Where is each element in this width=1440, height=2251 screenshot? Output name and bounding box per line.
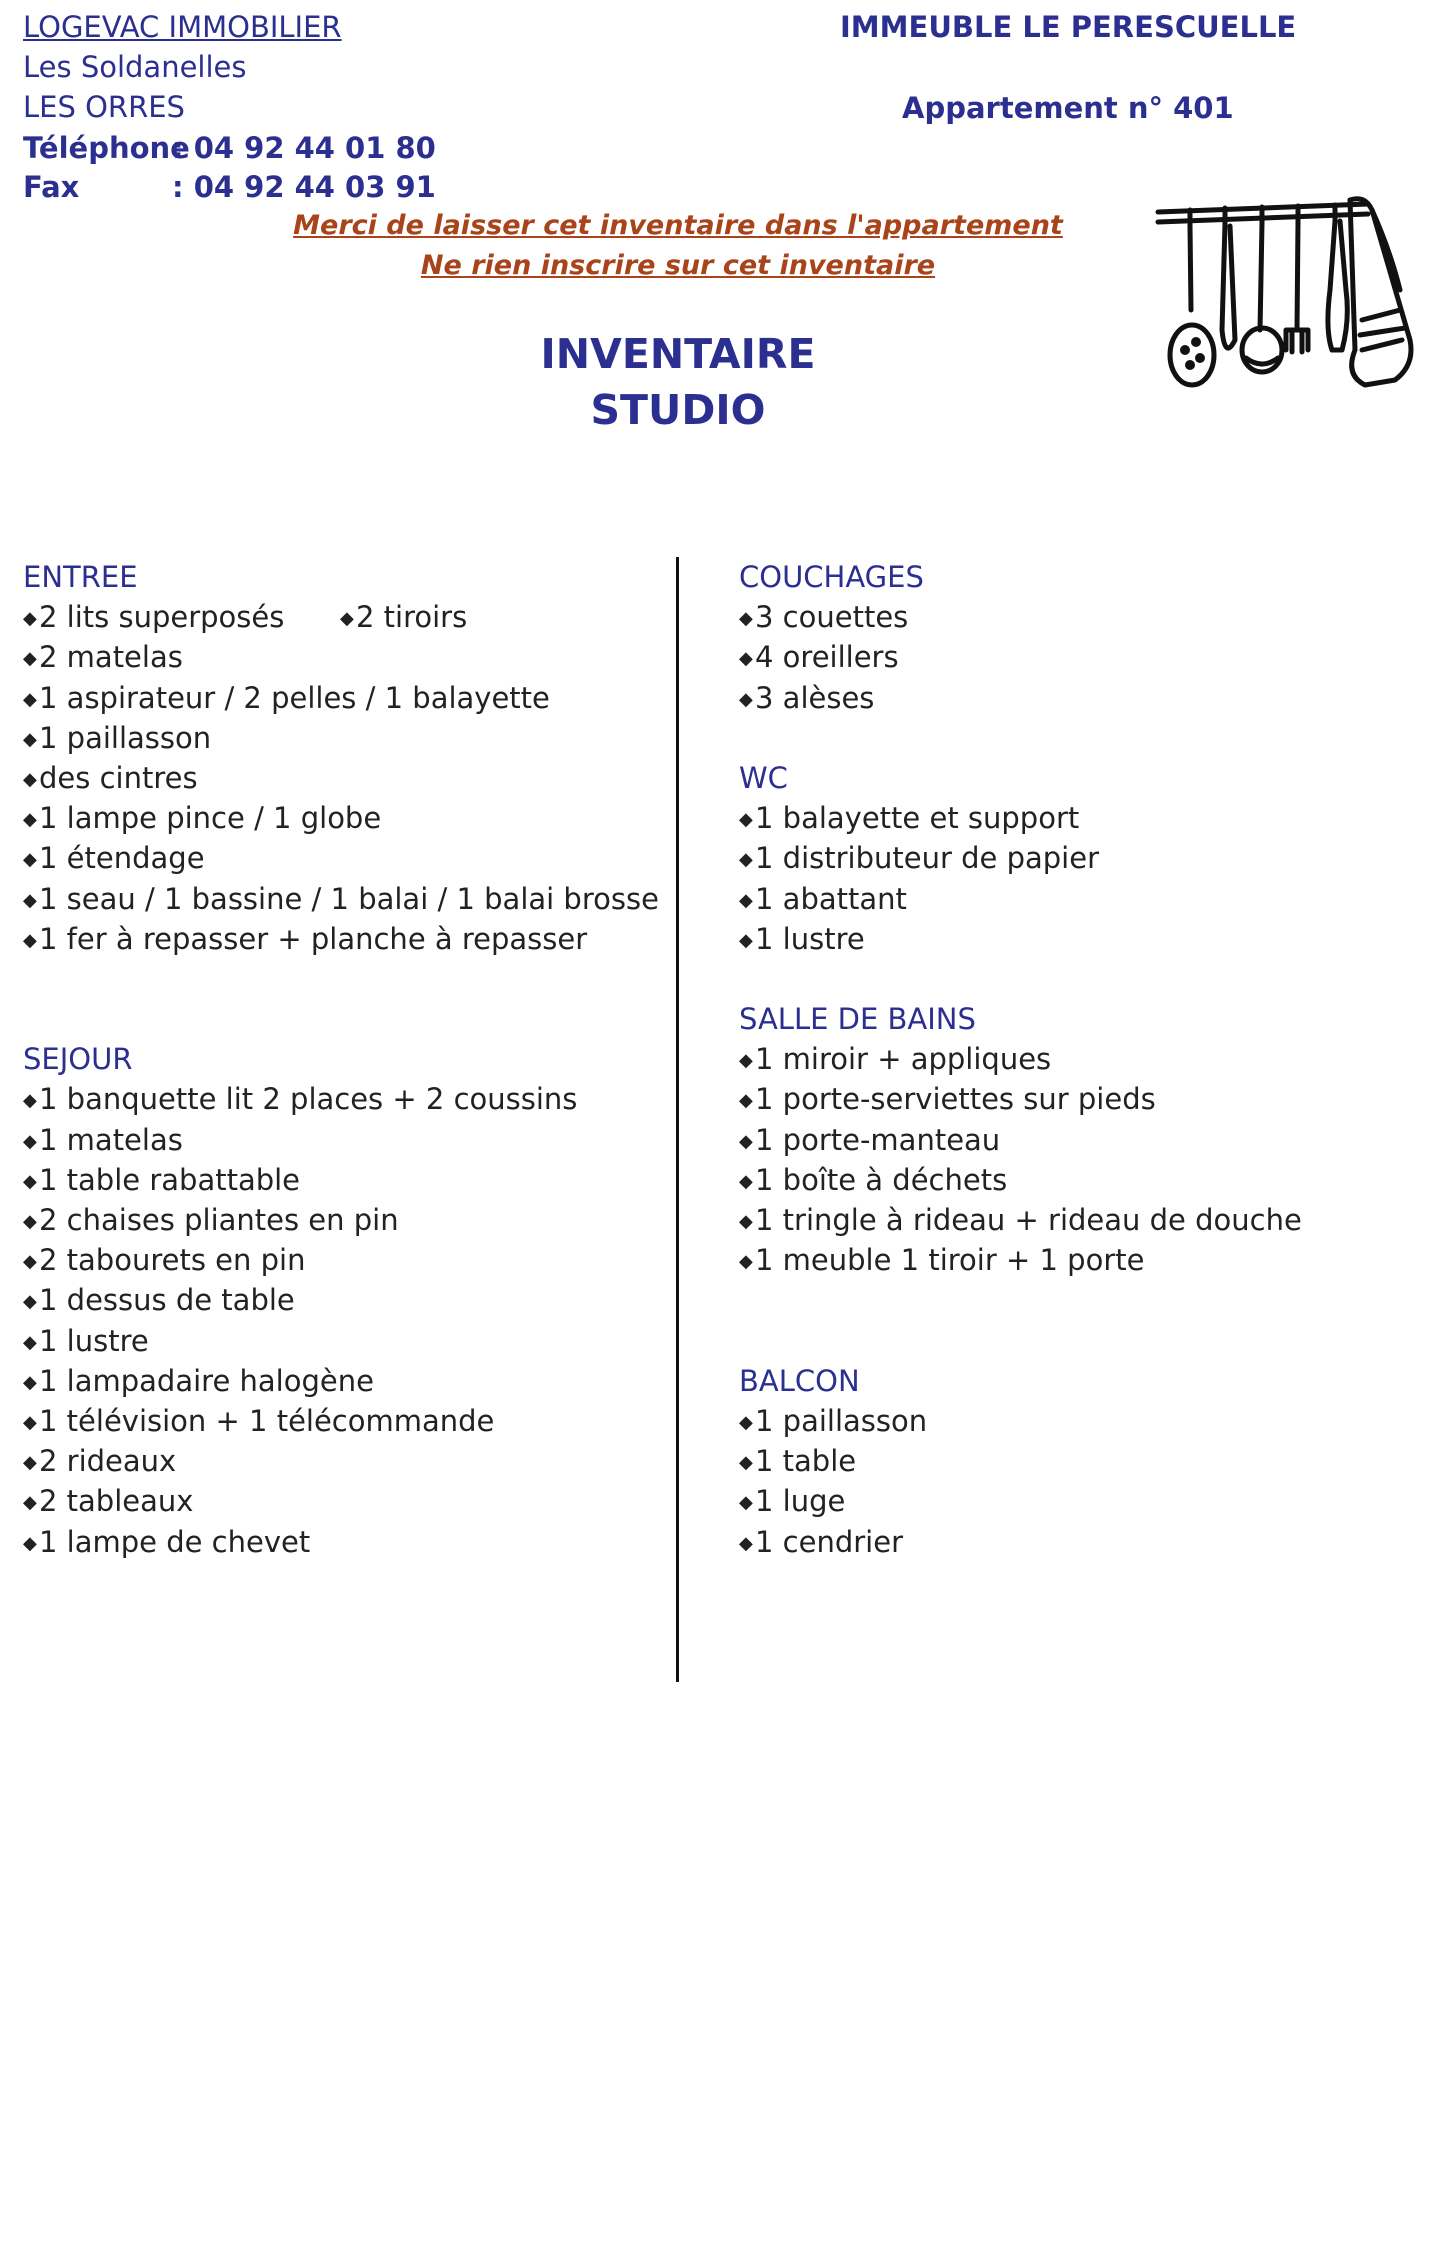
bullet-icon: ◆	[23, 608, 37, 630]
section-title-entree: ENTREE	[23, 560, 138, 594]
section-title-balcon: BALCON	[739, 1363, 860, 1398]
bullet-icon: ◆	[23, 1251, 37, 1273]
title-inventaire: INVENTAIRE	[540, 330, 816, 378]
phone-value: : 04 92 44 01 80	[172, 131, 436, 165]
list-item: ◆1 table	[739, 1441, 1302, 1481]
list-item: ◆1 boîte à déchets	[739, 1160, 1302, 1200]
bullet-icon: ◆	[23, 849, 37, 871]
list-item: ◆1 banquette lit 2 places + 2 coussins	[23, 1079, 659, 1119]
entree-list	[23, 597, 659, 959]
bullet-icon: ◆	[739, 1532, 753, 1554]
list-item: ◆2 chaises pliantes en pin	[23, 1200, 659, 1240]
list-item: ◆3 alèses	[739, 678, 1302, 718]
company-name: LOGEVAC IMMOBILIER	[23, 10, 342, 44]
bullet-icon: ◆	[739, 889, 753, 911]
bullet-icon: ◆	[340, 608, 354, 629]
bullet-icon: ◆	[739, 608, 753, 630]
list-item: ◆4 oreillers	[739, 637, 1302, 677]
bullet-icon: ◆	[23, 1331, 37, 1353]
list-item: ◆2 tableaux	[23, 1481, 659, 1521]
bullet-icon: ◆	[23, 1411, 37, 1433]
bullet-icon: ◆	[23, 688, 37, 710]
list-item: ◆1 luge	[739, 1481, 1302, 1521]
bullet-icon: ◆	[23, 809, 37, 831]
bullet-icon: ◆	[739, 1090, 753, 1112]
list-item: ◆1 paillasson	[23, 718, 659, 758]
list-item: ◆1 distributeur de papier	[739, 838, 1302, 878]
list-item: ◆1 abattant	[739, 879, 1302, 919]
bullet-icon: ◆	[739, 1452, 753, 1474]
list-item: ◆1 lustre	[739, 919, 1302, 959]
bullet-icon: ◆	[23, 1532, 37, 1554]
list-item: ◆1 tringle à rideau + rideau de douche	[739, 1200, 1302, 1240]
bullet-icon: ◆	[23, 1371, 37, 1393]
balcon-list	[739, 1401, 1302, 1562]
list-item: ◆1 table rabattable	[23, 1160, 659, 1200]
section-title-sejour: SEJOUR	[23, 1042, 133, 1077]
list-item: ◆1 matelas	[23, 1120, 659, 1160]
kitchen-utensils-icon	[1150, 190, 1440, 410]
phone-label: Téléphone	[23, 131, 190, 165]
bullet-icon: ◆	[23, 1170, 37, 1192]
address-line-2: LES ORRES	[23, 90, 185, 124]
list-item: ◆1 aspirateur / 2 pelles / 1 balayette	[23, 678, 659, 718]
list-item: ◆1 seau / 1 bassine / 1 balai / 1 balai brosse	[23, 879, 659, 919]
apartment-number: Appartement n° 401	[902, 91, 1234, 125]
left-column	[23, 557, 659, 1562]
right-column	[739, 557, 1302, 1562]
bullet-icon: ◆	[23, 889, 37, 911]
building-name: IMMEUBLE LE PERESCUELLE	[840, 10, 1297, 44]
salle-de-bains-list	[739, 1039, 1302, 1280]
bullet-icon: ◆	[739, 1492, 753, 1514]
list-item: ◆1 fer à repasser + planche à repasser	[23, 919, 659, 959]
bullet-icon: ◆	[23, 1130, 37, 1152]
bullet-icon: ◆	[739, 688, 753, 710]
section-title-wc: WC	[739, 760, 788, 795]
list-item: ◆1 meuble 1 tiroir + 1 porte	[739, 1240, 1302, 1280]
list-item: ◆1 étendage	[23, 838, 659, 878]
list-item: ◆des cintres	[23, 758, 659, 798]
title-studio: STUDIO	[590, 386, 766, 434]
section-title-salle-de-bains: SALLE DE BAINS	[739, 1002, 976, 1037]
fax-label: Fax	[23, 170, 80, 204]
list-item: ◆1 lampe de chevet	[23, 1522, 659, 1562]
bullet-icon: ◆	[739, 1251, 753, 1273]
column-divider	[676, 557, 679, 1682]
wc-list	[739, 798, 1302, 959]
bullet-icon: ◆	[23, 648, 37, 670]
list-item: ◆1 paillasson	[739, 1401, 1302, 1441]
list-item: ◆2 matelas	[23, 637, 659, 677]
notice-leave-inventory: Merci de laisser cet inventaire dans l'appartement	[293, 210, 1063, 241]
entree-item-tiroirs: ◆2 tiroirs	[340, 600, 468, 634]
sejour-list	[23, 1079, 659, 1561]
bullet-icon: ◆	[739, 1170, 753, 1192]
list-item: ◆1 porte-manteau	[739, 1120, 1302, 1160]
list-item: ◆1 lustre	[23, 1321, 659, 1361]
list-item: ◆1 lampe pince / 1 globe	[23, 798, 659, 838]
list-item: ◆2 tabourets en pin	[23, 1240, 659, 1280]
list-item: ◆2 rideaux	[23, 1441, 659, 1481]
bullet-icon: ◆	[739, 1411, 753, 1433]
list-item: ◆1 télévision + 1 télécommande	[23, 1401, 659, 1441]
list-item: ◆1 dessus de table	[23, 1280, 659, 1320]
bullet-icon: ◆	[23, 1211, 37, 1233]
fax-value: : 04 92 44 03 91	[172, 170, 436, 204]
list-item: ◆1 miroir + appliques	[739, 1039, 1302, 1079]
list-item: ◆1 porte-serviettes sur pieds	[739, 1079, 1302, 1119]
bullet-icon: ◆	[23, 768, 37, 790]
bullet-icon: ◆	[23, 1291, 37, 1313]
bullet-icon: ◆	[23, 1492, 37, 1514]
bullet-icon: ◆	[23, 728, 37, 750]
bullet-icon: ◆	[23, 929, 37, 951]
list-item: ◆1 lampadaire halogène	[23, 1361, 659, 1401]
bullet-icon: ◆	[739, 648, 753, 670]
bullet-icon: ◆	[739, 849, 753, 871]
bullet-icon: ◆	[739, 1211, 753, 1232]
bullet-icon: ◆	[739, 929, 753, 951]
address-line-1: Les Soldanelles	[23, 50, 247, 84]
notice-do-not-write: Ne rien inscrire sur cet inventaire	[420, 250, 936, 281]
bullet-icon: ◆	[739, 809, 753, 831]
section-title-couchages: COUCHAGES	[739, 560, 924, 594]
bullet-icon: ◆	[739, 1130, 753, 1152]
list-item: ◆3 couettes	[739, 597, 1302, 637]
list-item: ◆1 balayette et support	[739, 798, 1302, 838]
list-item: ◆2 lits superposés	[23, 597, 659, 637]
bullet-icon: ◆	[23, 1090, 37, 1112]
list-item: ◆1 cendrier	[739, 1522, 1302, 1562]
bullet-icon: ◆	[23, 1452, 37, 1474]
couchages-list	[739, 597, 1302, 718]
bullet-icon: ◆	[739, 1050, 753, 1072]
